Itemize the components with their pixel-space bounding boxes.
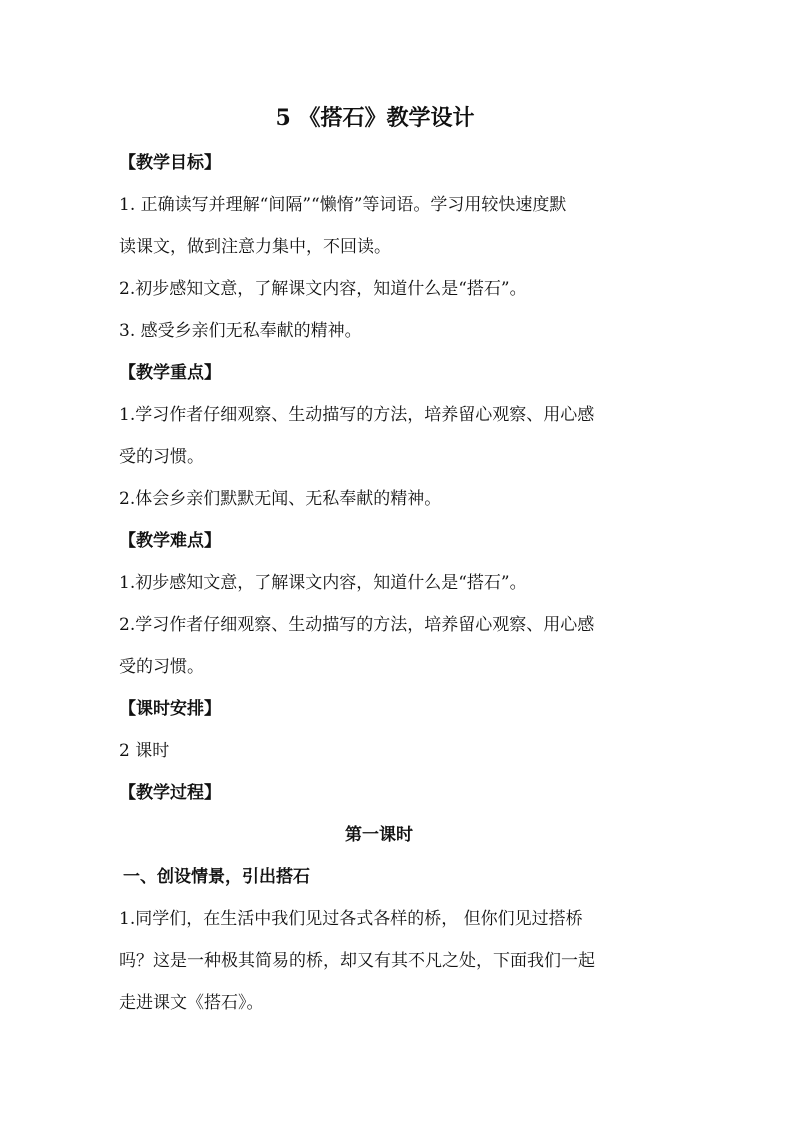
paragraph-line: 受的习惯。 — [119, 447, 204, 467]
paragraph-line: 2.学习作者仔细观察、生动描写的方法，培养留心观察、用心感 — [119, 615, 595, 635]
step-heading: 一、创设情景，引出搭石 — [123, 867, 310, 887]
document-title: 5 《搭石》教学设计 — [275, 105, 475, 131]
paragraph-line: 吗？这是一种极其简易的桥，却又有其不凡之处，下面我们一起 — [119, 951, 595, 971]
paragraph-line: 1.初步感知文意，了解课文内容，知道什么是“搭石”。 — [119, 573, 527, 593]
paragraph-line: 受的习惯。 — [119, 657, 204, 677]
paragraph-line: 2.初步感知文意，了解课文内容，知道什么是“搭石”。 — [119, 279, 527, 299]
paragraph-line: 1.同学们，在生活中我们见过各式各样的桥， 但你们见过搭桥 — [119, 909, 583, 929]
paragraph-line: 走进课文《搭石》。 — [119, 993, 264, 1013]
paragraph-line: 1. 正确读写并理解“间隔”“懒惰”等词语。学习用较快速度默 — [119, 195, 567, 215]
section-heading-difficulties: 【教学难点】 — [119, 531, 221, 551]
paragraph-line: 2 课时 — [119, 741, 170, 761]
section-heading-process: 【教学过程】 — [119, 783, 221, 803]
paragraph-line: 2.体会乡亲们默默无闻、无私奉献的精神。 — [119, 489, 442, 509]
paragraph-line: 读课文，做到注意力集中，不回读。 — [119, 237, 391, 257]
section-heading-objectives: 【教学目标】 — [119, 153, 221, 173]
section-heading-key-points: 【教学重点】 — [119, 363, 221, 383]
lesson-subtitle: 第一课时 — [345, 825, 413, 845]
paragraph-line: 3. 感受乡亲们无私奉献的精神。 — [119, 321, 362, 341]
document-body — [119, 142, 679, 1024]
section-heading-schedule: 【课时安排】 — [119, 699, 221, 719]
paragraph-line: 1.学习作者仔细观察、生动描写的方法，培养留心观察、用心感 — [119, 405, 595, 425]
